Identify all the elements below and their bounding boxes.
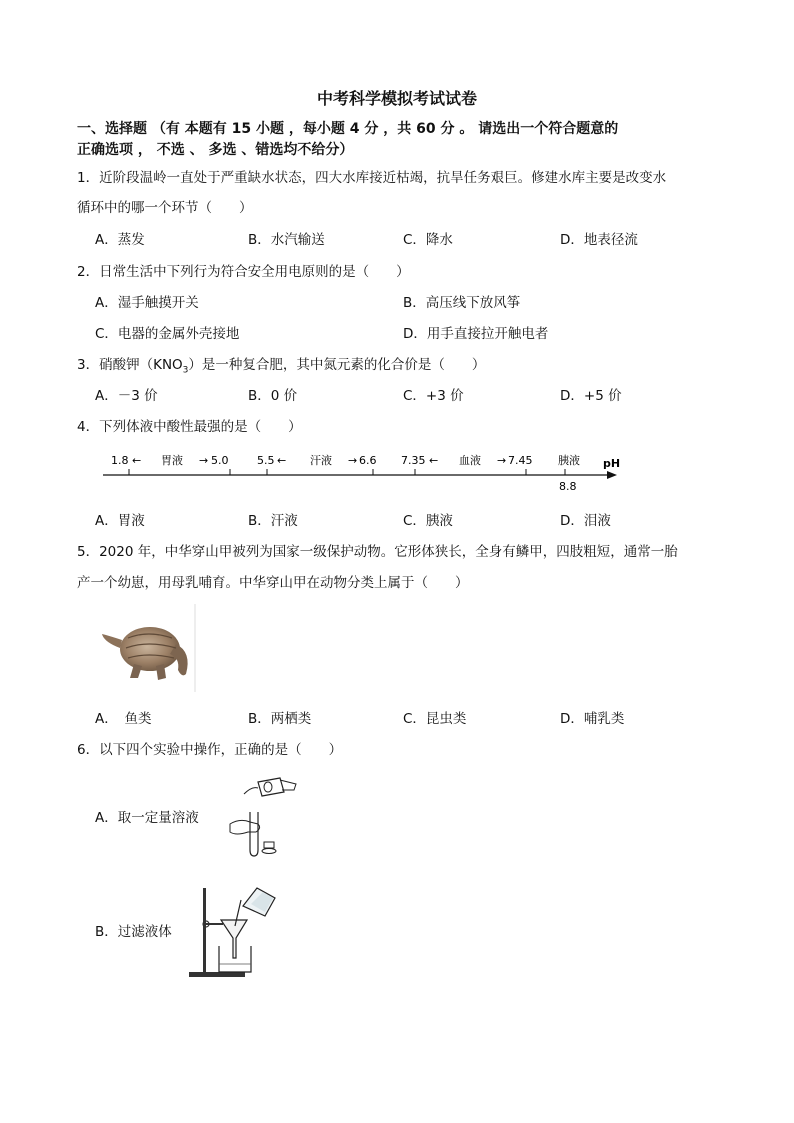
q4-option-a[interactable]: A．胃液 xyxy=(95,513,145,529)
svg-text:→: → xyxy=(348,454,358,467)
q5-option-d[interactable]: D．哺乳类 xyxy=(560,711,625,727)
q3-option-d[interactable]: D．+5 价 xyxy=(560,388,622,404)
svg-text:→: → xyxy=(497,454,507,467)
question-5-text: 5．2020 年，中华穿山甲被列为国家一级保护动物。它形体狭长，全身有鳞甲，四肢粗短，通常一胎 xyxy=(77,544,678,560)
q6-option-a[interactable]: A．取一定量溶液 xyxy=(95,810,199,826)
svg-text:←: ← xyxy=(132,454,142,467)
ph-value: 8.8 xyxy=(559,480,577,493)
ph-axis-arrow xyxy=(607,471,617,479)
q5-option-a[interactable]: A． 鱼类 xyxy=(95,711,152,727)
pipette-dropper-illustration xyxy=(222,772,302,862)
ph-scale-diagram xyxy=(95,447,625,497)
q1-option-a[interactable]: A．蒸发 xyxy=(95,232,145,248)
section-heading: 一、选择题 （有 本题有 15 小题 ，每小题 4 分 ，共 60 分 。 请选出一个符合题意的 xyxy=(77,121,619,137)
ph-value: 7.45 xyxy=(508,454,533,467)
q2-option-c[interactable]: C．电器的金属外壳接地 xyxy=(95,326,240,342)
ph-segment-label: 胃液 xyxy=(161,454,183,467)
svg-text:→: → xyxy=(199,454,209,467)
ph-value: 5.5 xyxy=(257,454,275,467)
ph-value: 1.8 xyxy=(111,454,129,467)
pangolin-image xyxy=(98,604,200,692)
q5-option-b[interactable]: B．两栖类 xyxy=(248,711,312,727)
q3-option-a[interactable]: A．－3 价 xyxy=(95,388,158,404)
question-4-text: 4．下列体液中酸性最强的是（ ） xyxy=(77,419,302,435)
question-6-text: 6．以下四个实验中操作，正确的是（ ） xyxy=(77,742,343,758)
q4-option-b[interactable]: B．汗液 xyxy=(248,513,298,529)
q4-option-c[interactable]: C．胰液 xyxy=(403,513,453,529)
q2-option-d[interactable]: D．用手直接拉开触电者 xyxy=(403,326,549,342)
question-1-text: 1．近阶段温岭一直处于严重缺水状态，四大水库接近枯竭，抗旱任务艰巨。修建水库主要是改变水 xyxy=(77,170,667,186)
q1-option-b[interactable]: B．水汽输送 xyxy=(248,232,325,248)
q6-option-b[interactable]: B．过滤液体 xyxy=(95,924,172,940)
ph-segment-label: 血液 xyxy=(459,454,481,467)
page-title: 中考科学模拟考试试卷 xyxy=(316,89,477,108)
question-1-text-cont: 循环中的哪一个环节（ ） xyxy=(77,200,253,216)
ph-axis-label: pH xyxy=(603,457,621,470)
ph-segment-label: 胰液 xyxy=(558,454,580,467)
q1-option-c[interactable]: C．降水 xyxy=(403,232,453,248)
question-2-text: 2．日常生活中下列行为符合安全用电原则的是（ ） xyxy=(77,264,410,280)
ph-value: 5.0 xyxy=(211,454,229,467)
question-5-text-cont: 产一个幼崽，用母乳哺育。中华穿山甲在动物分类上属于（ ） xyxy=(77,575,469,591)
q5-option-c[interactable]: C．昆虫类 xyxy=(403,711,467,727)
section-heading-cont: 正确选项 ， 不选 、 多选 、错选均不给分） xyxy=(77,142,354,158)
q4-option-d[interactable]: D．泪液 xyxy=(560,513,611,529)
filtration-illustration xyxy=(185,882,280,982)
q2-option-b[interactable]: B．高压线下放风筝 xyxy=(403,295,521,311)
q1-option-d[interactable]: D．地表径流 xyxy=(560,232,638,248)
q3-option-c[interactable]: C．+3 价 xyxy=(403,388,464,404)
ph-segment-label: 汗液 xyxy=(310,454,332,467)
ph-value: 6.6 xyxy=(359,454,377,467)
svg-text:←: ← xyxy=(429,454,439,467)
svg-text:←: ← xyxy=(277,454,287,467)
question-3-text: 3．硝酸钾$(KNO_3)$是一种复合肥，其中氮元素的化合价是（ ） xyxy=(77,357,486,376)
q3-option-b[interactable]: B．0 价 xyxy=(248,388,298,404)
q2-option-a[interactable]: A．湿手触摸开关 xyxy=(95,295,199,311)
ph-value: 7.35 xyxy=(401,454,426,467)
